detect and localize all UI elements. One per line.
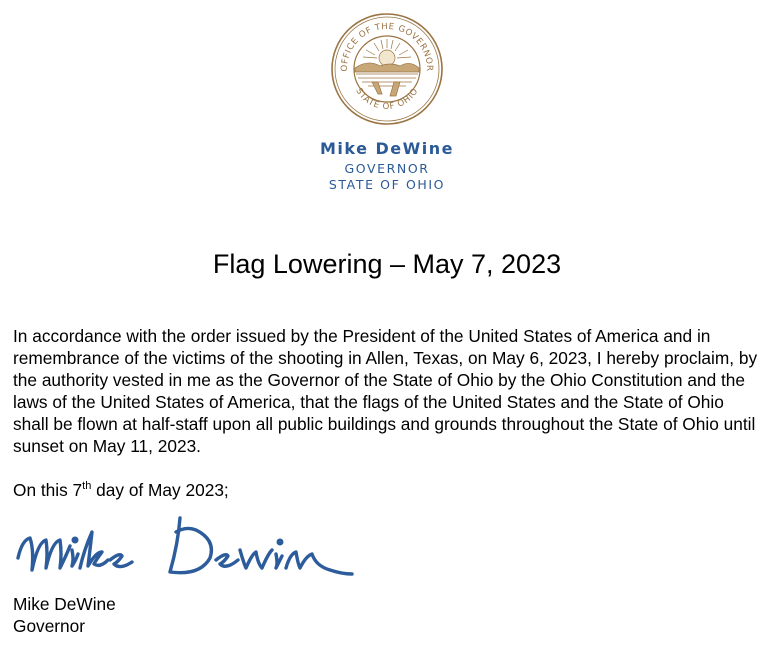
proclamation-body xyxy=(13,325,758,457)
letterhead-title: GOVERNOR xyxy=(344,161,430,176)
date-suffix: day of May 2023; xyxy=(91,480,229,500)
date-prefix: On this 7 xyxy=(13,480,83,500)
document-title: Flag Lowering – May 7, 2023 xyxy=(212,249,562,279)
signer-block xyxy=(13,593,116,637)
signer-name: Mike DeWine xyxy=(13,594,116,614)
letterhead-name: Mike DeWine xyxy=(319,139,455,158)
governor-seal xyxy=(330,12,444,126)
seal-outer-text-bottom: STATE OF OHIO xyxy=(353,86,421,113)
proclamation-paragraph: In accordance with the order issued by the President of the United States of America and in remembrance of the victims of the shooting in Allen, Texas, on May 6, 2023, I hereby proclaim, by the authority vested in me as the Governor of the State of Ohio by the Ohio Constitution and the laws of the United States of America, that the flags of the United States and the State of Ohio shall be flown at half-staff upon all public buildings and grounds throughout the State of Ohio until sunset on May 11, 2023. xyxy=(13,326,758,456)
date-line xyxy=(13,479,229,501)
letterhead-state: STATE OF OHIO xyxy=(328,177,446,192)
handwritten-signature xyxy=(10,510,360,585)
date-ordinal: th xyxy=(82,480,92,492)
seal-sun-icon xyxy=(363,39,411,66)
signer-title: Governor xyxy=(13,616,86,636)
seal-outer-text-top: OFFICE OF THE GOVERNOR xyxy=(339,21,435,72)
